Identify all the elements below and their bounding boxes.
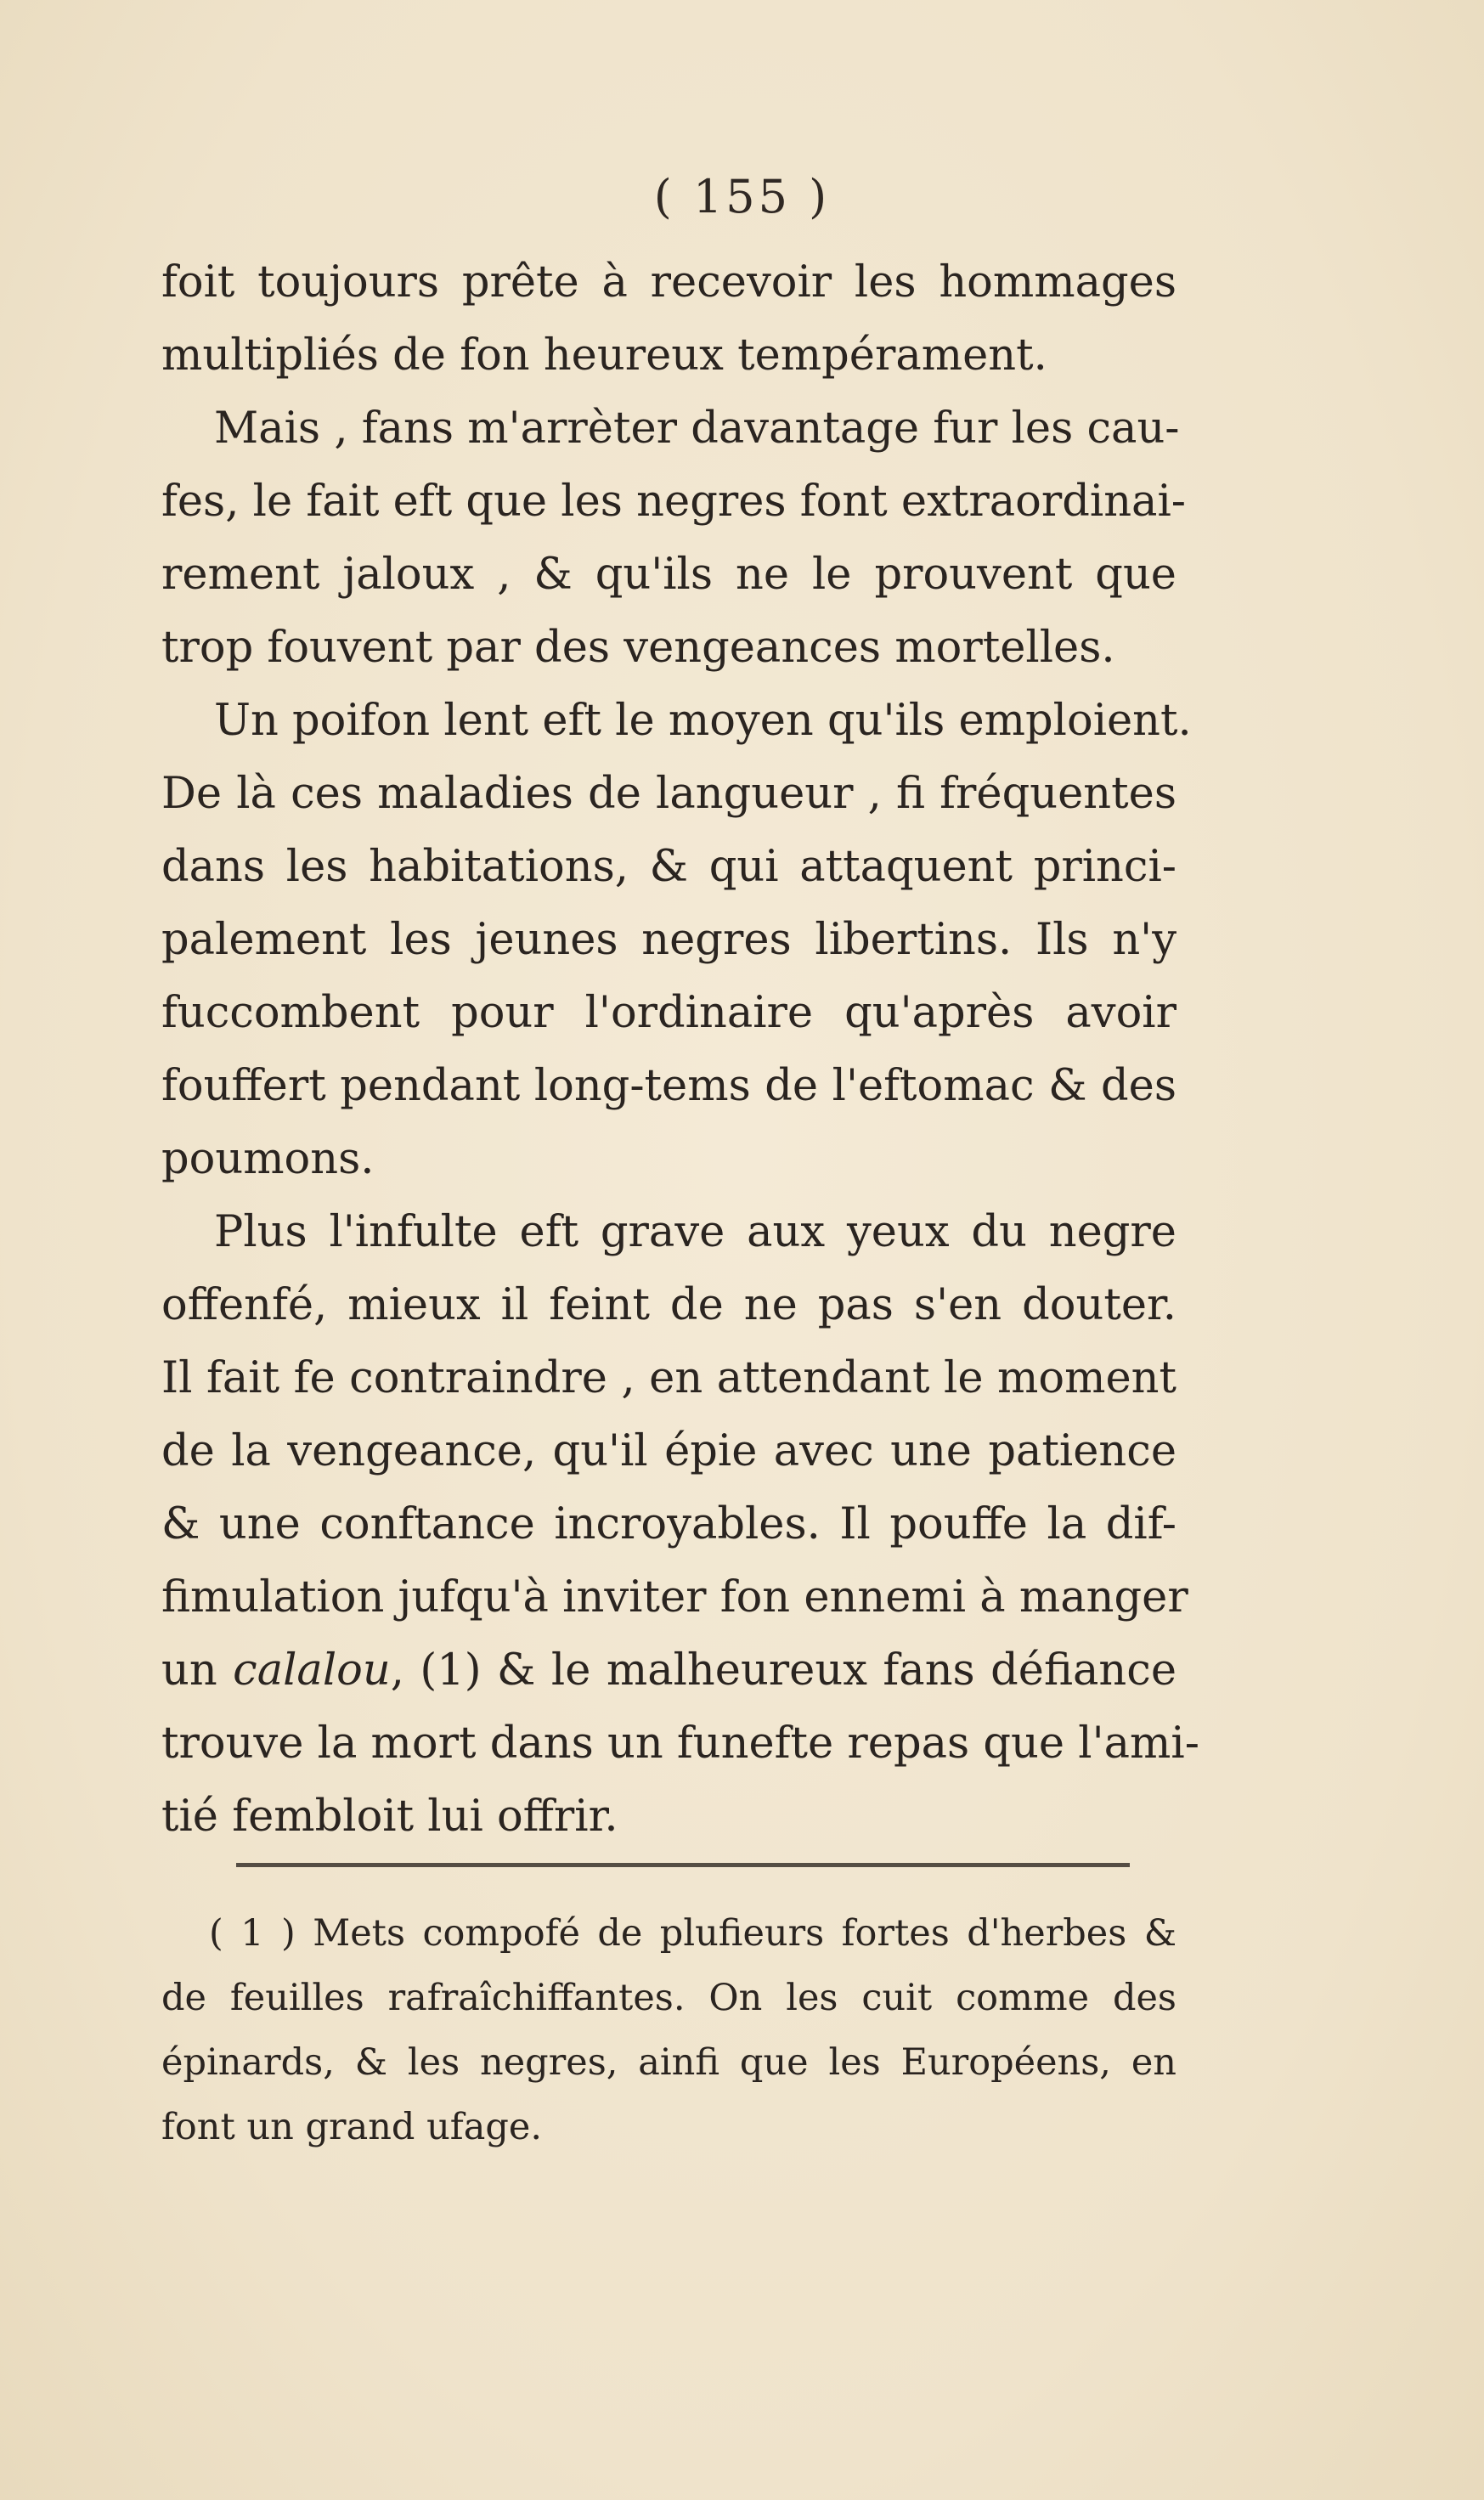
text-line: Il fait fe contraindre , en attendant le moment [161,1353,1176,1403]
text-line: fouffert pendant long-tems de l'eftomac & des [161,1061,1176,1111]
text-fragment: , (1) & le malheureux fans défiance [390,1645,1176,1696]
text-line: palement les jeunes negres libertins. Ils n'y [161,915,1176,965]
text-line: multipliés de fon heureux tempérament. [161,330,1047,381]
text-fragment: un [161,1645,234,1696]
text-line: fimulation jufqu'à inviter fon ennemi à manger [161,1572,1188,1622]
footnote-line: de feuilles rafraîchiffantes. On les cuit comme des [161,1977,1176,2019]
text-line-with-italic [161,1634,1176,1707]
text-line: & une conftance incroyables. Il pouffe la dif- [161,1499,1176,1549]
footnote-line: ( 1 ) Mets compofé de plufieurs fortes d'herbes & [209,1912,1176,1955]
text-line: rement jaloux , & qu'ils ne le prouvent que [161,550,1176,600]
text-line: foit toujours prête à recevoir les hommages [161,257,1176,308]
text-line: poumons. [161,1134,375,1184]
text-line: trop fouvent par des vengeances mortelles. [161,623,1115,673]
text-line: Plus l'infulte eft grave aux yeux du negre [214,1207,1176,1257]
footnote-line: font un grand ufage. [161,2106,542,2148]
text-line: fuccombent pour l'ordinaire qu'après avoir [161,988,1176,1038]
text-line: Mais , fans m'arrèter davantage fur les cau- [214,403,1180,454]
text-line: De là ces maladies de langueur , fi fréquentes [161,769,1176,819]
text-line: Un poifon lent eft le moyen qu'ils emploient. [214,696,1192,746]
text-line: de la vengeance, qu'il épie avec une patience [161,1426,1176,1476]
text-line: offenfé, mieux il feint de ne pas s'en douter. [161,1280,1176,1330]
text-line: trouve la mort dans un funefte repas que l'ami- [161,1718,1199,1769]
footnote-line: épinards, & les negres, ainfi que les Européens, en [161,2041,1176,2084]
text-line: tié fembloit lui offrir. [161,1792,618,1842]
italic-word-calalou: calalou [233,1645,391,1696]
footnote-separator-rule [236,1863,1130,1867]
text-line: fes, le fait eft que les negres font extraordinai- [161,477,1186,527]
text-line: dans les habitations, & qui attaquent princi- [161,842,1176,892]
page-number-header: ( 155 ) [653,170,831,223]
